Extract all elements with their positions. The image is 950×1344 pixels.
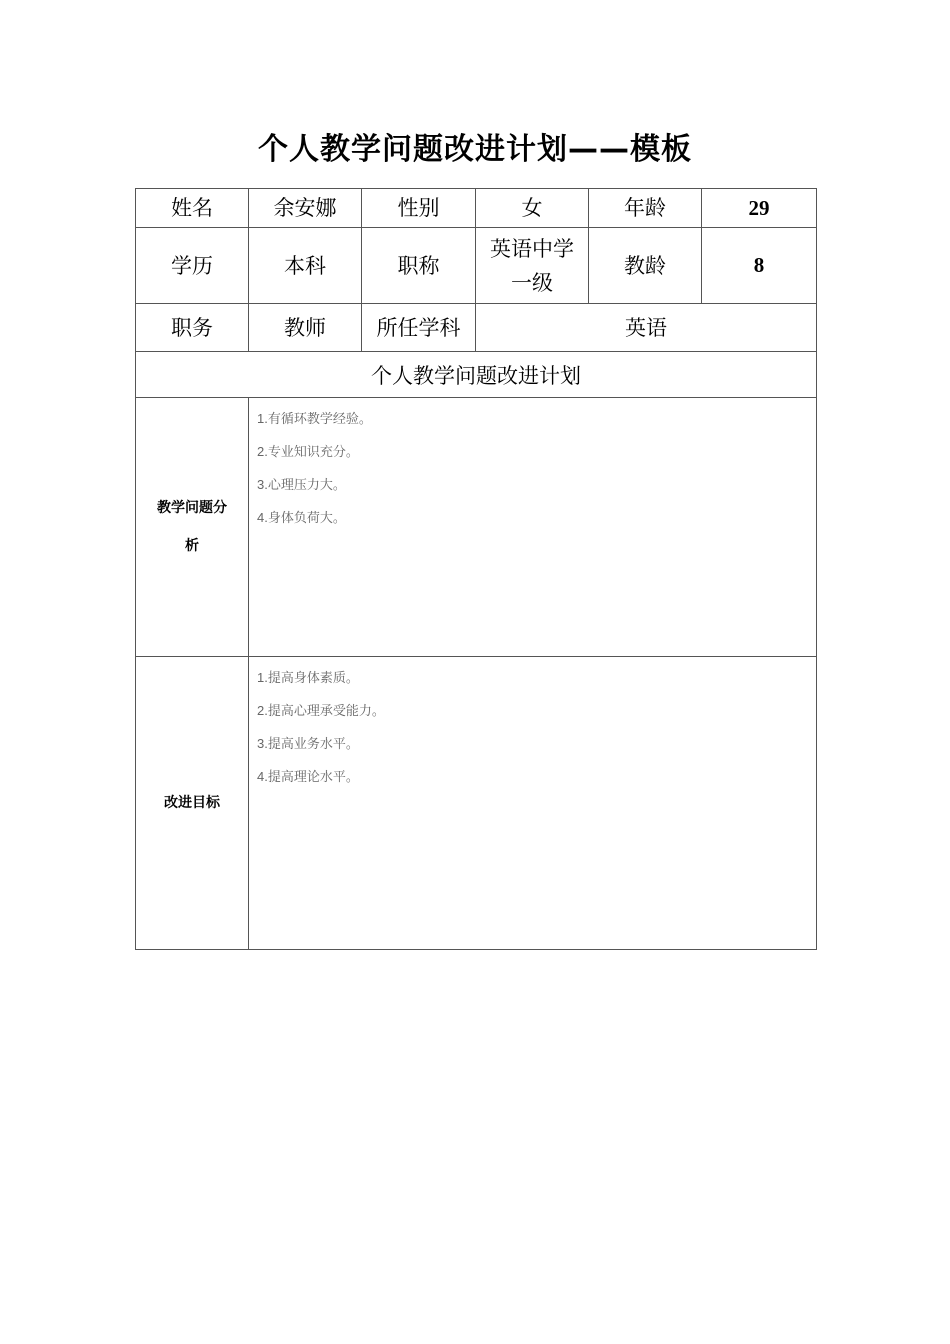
position-label: 职务 xyxy=(136,304,249,352)
list-item: 2.提高心理承受能力。 xyxy=(257,703,385,719)
section-heading-row xyxy=(136,352,817,398)
position-value: 教师 xyxy=(249,304,362,352)
list-item: 3.心理压力大。 xyxy=(257,477,346,493)
list-item: 1.提高身体素质。 xyxy=(257,670,359,686)
subject-value: 英语 xyxy=(476,304,817,352)
list-item: 4.提高理论水平。 xyxy=(257,769,359,785)
list-item: 3.提高业务水平。 xyxy=(257,736,359,752)
analysis-content xyxy=(249,398,817,657)
professional-title-value xyxy=(476,228,589,304)
professional-title-label: 职称 xyxy=(362,228,476,304)
goals-row xyxy=(136,657,817,950)
info-row-position xyxy=(136,304,817,352)
document-title: 个人教学问题改进计划——模板 xyxy=(258,132,692,167)
education-label: 学历 xyxy=(136,228,249,304)
professional-title-line2: 一级 xyxy=(511,270,553,295)
education-value: 本科 xyxy=(249,228,362,304)
teaching-years-label: 教龄 xyxy=(589,228,702,304)
analysis-row xyxy=(136,398,817,657)
list-item: 2.专业知识充分。 xyxy=(257,444,359,460)
age-value: 29 xyxy=(702,189,817,228)
analysis-label-line2: 析 xyxy=(185,538,199,554)
teaching-years-value: 8 xyxy=(702,228,817,304)
info-row-basic xyxy=(136,189,817,228)
analysis-label xyxy=(136,398,249,657)
analysis-label-line1: 教学问题分 xyxy=(157,500,227,516)
subject-label: 所任学科 xyxy=(362,304,476,352)
goals-label: 改进目标 xyxy=(136,657,249,950)
info-row-qualification xyxy=(136,228,817,304)
section-heading: 个人教学问题改进计划 xyxy=(136,352,817,398)
list-item: 4.身体负荷大。 xyxy=(257,510,346,526)
name-label: 姓名 xyxy=(136,189,249,228)
gender-value: 女 xyxy=(476,189,589,228)
age-label: 年龄 xyxy=(589,189,702,228)
improvement-plan-table xyxy=(135,188,817,950)
goals-content xyxy=(249,657,817,950)
name-value: 余安娜 xyxy=(249,189,362,228)
professional-title-line1: 英语中学 xyxy=(490,236,574,261)
gender-label: 性别 xyxy=(362,189,476,228)
list-item: 1.有循环教学经验。 xyxy=(257,411,372,427)
